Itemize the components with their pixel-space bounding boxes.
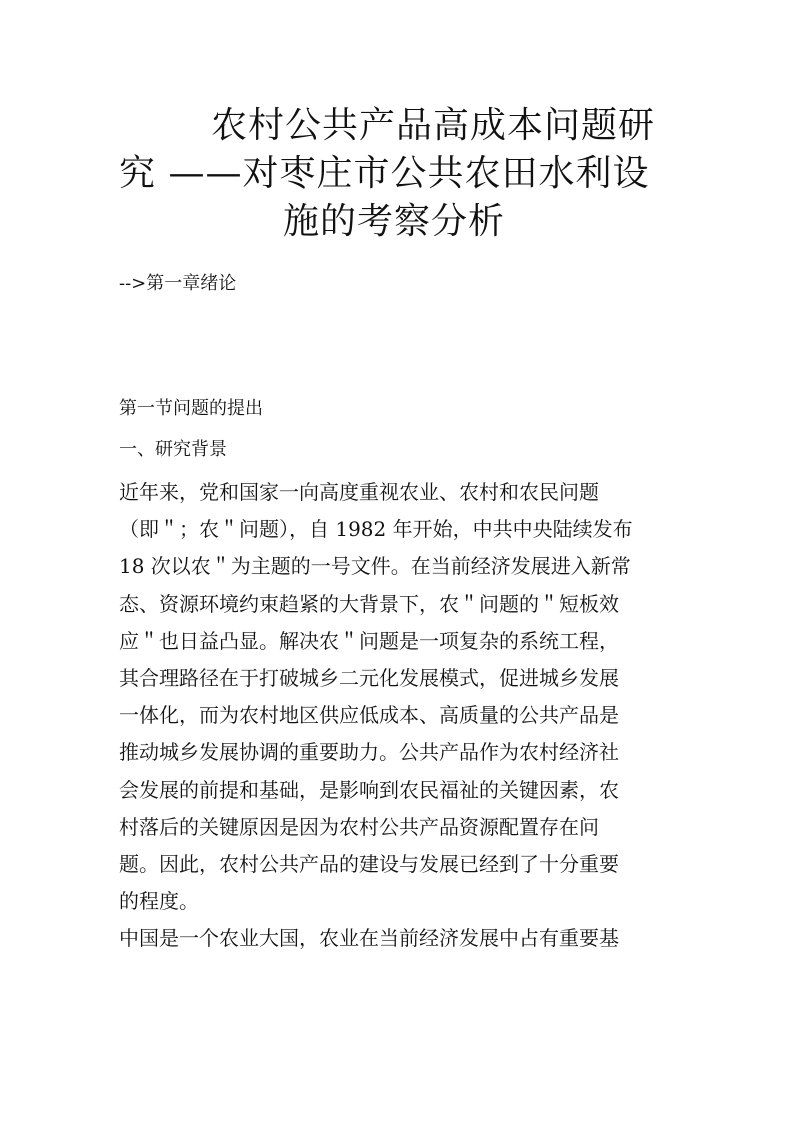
paragraph-line: 会发展的前提和基础，是影响到农民福祉的关键因素，农	[119, 777, 619, 802]
paragraph-1	[119, 474, 675, 920]
paragraph-line: 题。因此，农村公共产品的建设与发展已经到了十分重要	[119, 852, 619, 877]
title-line-3: 施的考察分析	[283, 201, 506, 242]
paragraph-line: 18 次以农＂为主题的一号文件。在当前经济发展进入新常	[119, 554, 631, 579]
paragraph-line: 村落后的关键原因是因为农村公共产品资源配置存在问	[119, 814, 599, 839]
paragraph-line: （即＂；农＂问题），自 1982 年开始，中共中央陆续发布	[119, 517, 633, 542]
paragraph-line: 中国是一个农业大国，农业在当前经济发展中占有重要基	[119, 926, 619, 951]
document-title	[119, 102, 679, 246]
paragraph-line: 其合理路径在于打破城乡二元化发展模式，促进城乡发展	[119, 666, 619, 691]
paragraph-line: 态、资源环境约束趋紧的大背景下，农＂问题的＂短板效	[119, 591, 619, 616]
body-text	[119, 474, 675, 958]
paragraph-2	[119, 920, 675, 957]
paragraph-line: 的程度。	[119, 889, 199, 914]
title-line-1: 农村公共产品高成本问题研	[211, 105, 656, 146]
paragraph-line: 近年来，党和国家一向高度重视农业、农村和农民问题	[119, 480, 599, 504]
paragraph-line: 推动城乡发展协调的重要助力。公共产品作为农村经济社	[119, 740, 619, 765]
paragraph-line: 应＂也日益凸显。解决农＂问题是一项复杂的系统工程，	[119, 628, 619, 653]
paragraph-line: 一体化，而为农村地区供应低成本、高质量的公共产品是	[119, 703, 619, 728]
section-heading: 第一节问题的提出	[119, 398, 263, 419]
chapter-link[interactable]: -->第一章绪论	[119, 273, 237, 294]
sub-heading: 一、研究背景	[119, 439, 227, 460]
title-line-2: 究 ——对枣庄市公共农田水利设	[119, 153, 650, 194]
